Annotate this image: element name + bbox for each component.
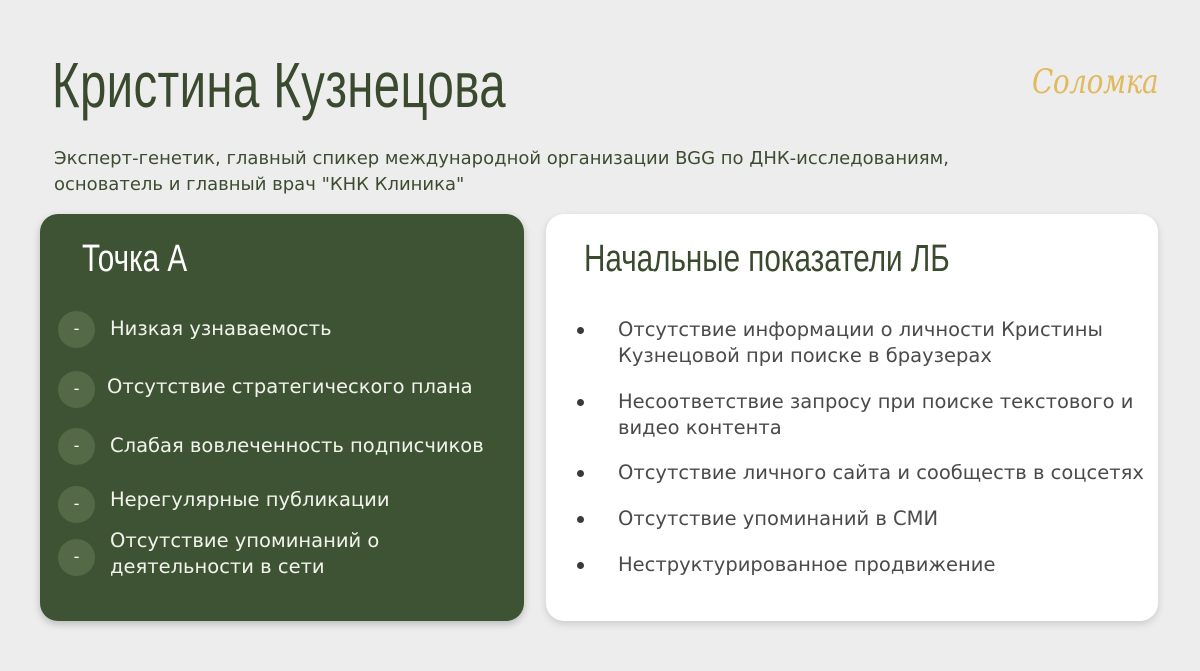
- indicators-panel: [546, 214, 1158, 621]
- list-item-text: Нерегулярные публикации: [110, 488, 390, 511]
- list-item-text-line-2: видео контента: [618, 416, 782, 439]
- bullet-icon: [577, 399, 584, 406]
- list-item-text: Отсутствие упоминаний в СМИ: [618, 507, 939, 530]
- subtitle-line-2: основатель и главный врач "КНК Клиника": [54, 174, 465, 195]
- bullet-icon: [577, 470, 584, 477]
- bullet-icon: [577, 327, 584, 334]
- point-a-panel: [40, 214, 524, 621]
- dash-marker: -: [58, 428, 95, 465]
- list-item-text-line-1: Отсутствие упоминаний о: [110, 529, 380, 552]
- point-a-title: Точка А: [82, 238, 188, 280]
- list-item-text-line-2: деятельности в сети: [110, 555, 325, 578]
- list-item-text-line-1: Отсутствие информации о личности Кристины: [618, 318, 1103, 341]
- dash-marker: -: [58, 486, 95, 523]
- list-item-text: Низкая узнаваемость: [110, 317, 332, 340]
- list-item-text-line-2: Кузнецовой при поиске в браузерах: [618, 344, 992, 367]
- dash-marker: -: [58, 539, 95, 576]
- bullet-icon: [577, 516, 584, 523]
- list-item-text: Слабая вовлеченность подписчиков: [110, 434, 484, 457]
- bullet-icon: [577, 562, 584, 569]
- list-item-text: Отсутствие личного сайта и сообществ в соцсетях: [618, 461, 1144, 484]
- list-item-text: Отсутствие стратегического плана: [107, 375, 473, 398]
- page-title: Кристина Кузнецова: [52, 49, 506, 121]
- brand-logo: Соломка: [1032, 62, 1159, 102]
- subtitle-line-1: Эксперт-генетик, главный спикер международной организации BGG по ДНК-исследованиям,: [54, 148, 949, 169]
- indicators-title: Начальные показатели ЛБ: [584, 238, 950, 280]
- dash-marker: -: [58, 311, 95, 348]
- subtitle: [54, 146, 1134, 198]
- dash-marker: -: [58, 371, 95, 408]
- list-item-text-line-1: Несоответствие запросу при поиске текстового и: [618, 390, 1134, 413]
- list-item-text: Неструктурированное продвижение: [618, 553, 996, 576]
